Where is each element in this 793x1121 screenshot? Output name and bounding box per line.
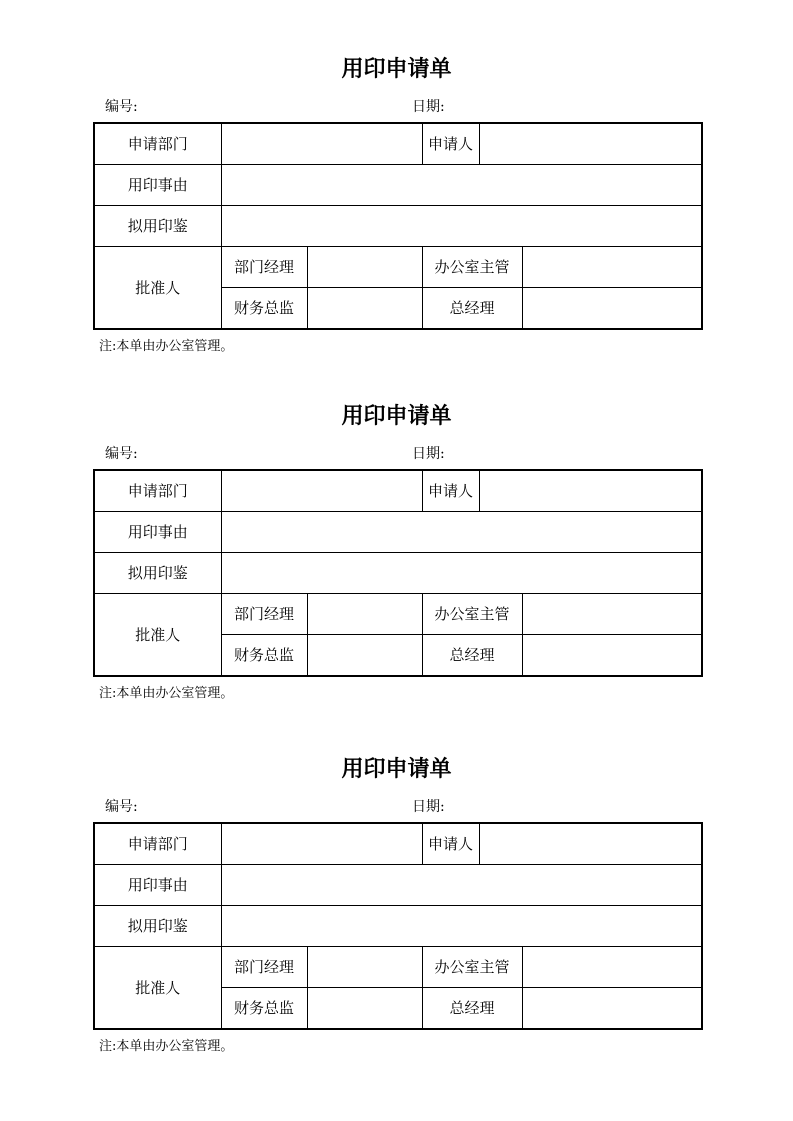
application-table xyxy=(93,122,703,330)
reason-field[interactable] xyxy=(221,512,702,553)
office-head-label: 办公室主管 xyxy=(422,594,522,635)
dept-manager-label: 部门经理 xyxy=(221,247,307,288)
applicant-label: 申请人 xyxy=(422,470,479,512)
general-manager-field[interactable] xyxy=(522,988,702,1030)
applicant-label: 申请人 xyxy=(422,823,479,865)
dept-manager-label: 部门经理 xyxy=(221,594,307,635)
approver-label: 批准人 xyxy=(94,947,221,1030)
number-label: 编号: xyxy=(105,99,138,115)
seal-label: 拟用印鉴 xyxy=(94,906,221,947)
dept-label: 申请部门 xyxy=(94,823,221,865)
number-label: 编号: xyxy=(105,799,138,815)
application-table xyxy=(93,822,703,1030)
dept-manager-field[interactable] xyxy=(307,247,422,288)
form-title: 用印申请单 xyxy=(341,404,452,429)
table-row xyxy=(94,906,702,947)
finance-director-label: 财务总监 xyxy=(221,288,307,330)
number-label: 编号: xyxy=(105,446,138,462)
general-manager-label: 总经理 xyxy=(422,988,522,1030)
finance-director-field[interactable] xyxy=(307,635,422,677)
reason-label: 用印事由 xyxy=(94,512,221,553)
date-label: 日期: xyxy=(412,446,445,462)
table-row xyxy=(94,165,702,206)
applicant-field[interactable] xyxy=(479,123,702,165)
reason-label: 用印事由 xyxy=(94,865,221,906)
seal-field[interactable] xyxy=(221,906,702,947)
office-head-field[interactable] xyxy=(522,247,702,288)
table-row xyxy=(94,512,702,553)
form-meta xyxy=(0,444,793,464)
office-head-label: 办公室主管 xyxy=(422,247,522,288)
dept-field[interactable] xyxy=(221,470,422,512)
reason-field[interactable] xyxy=(221,165,702,206)
dept-field[interactable] xyxy=(221,823,422,865)
dept-label: 申请部门 xyxy=(94,123,221,165)
date-label: 日期: xyxy=(412,799,445,815)
table-row xyxy=(94,553,702,594)
date-label: 日期: xyxy=(412,99,445,115)
general-manager-field[interactable] xyxy=(522,635,702,677)
seal-label: 拟用印鉴 xyxy=(94,206,221,247)
general-manager-label: 总经理 xyxy=(422,635,522,677)
finance-director-label: 财务总监 xyxy=(221,635,307,677)
reason-label: 用印事由 xyxy=(94,165,221,206)
dept-manager-field[interactable] xyxy=(307,947,422,988)
form-note: 注:本单由办公室管理。 xyxy=(99,1039,234,1054)
general-manager-label: 总经理 xyxy=(422,288,522,330)
table-row xyxy=(94,247,702,288)
reason-field[interactable] xyxy=(221,865,702,906)
seal-field[interactable] xyxy=(221,553,702,594)
office-head-field[interactable] xyxy=(522,947,702,988)
form-title: 用印申请单 xyxy=(341,57,452,82)
office-head-field[interactable] xyxy=(522,594,702,635)
seal-field[interactable] xyxy=(221,206,702,247)
finance-director-field[interactable] xyxy=(307,988,422,1030)
table-row xyxy=(94,123,702,165)
dept-manager-label: 部门经理 xyxy=(221,947,307,988)
finance-director-label: 财务总监 xyxy=(221,988,307,1030)
form-meta xyxy=(0,797,793,817)
table-row xyxy=(94,865,702,906)
dept-label: 申请部门 xyxy=(94,470,221,512)
applicant-field[interactable] xyxy=(479,823,702,865)
table-row xyxy=(94,947,702,988)
approver-label: 批准人 xyxy=(94,594,221,677)
applicant-label: 申请人 xyxy=(422,123,479,165)
approver-label: 批准人 xyxy=(94,247,221,330)
table-row xyxy=(94,470,702,512)
table-row xyxy=(94,206,702,247)
dept-field[interactable] xyxy=(221,123,422,165)
finance-director-field[interactable] xyxy=(307,288,422,330)
form-note: 注:本单由办公室管理。 xyxy=(99,686,234,701)
applicant-field[interactable] xyxy=(479,470,702,512)
application-table xyxy=(93,469,703,677)
table-row xyxy=(94,823,702,865)
table-row xyxy=(94,594,702,635)
office-head-label: 办公室主管 xyxy=(422,947,522,988)
form-note: 注:本单由办公室管理。 xyxy=(99,339,234,354)
form-meta xyxy=(0,97,793,117)
general-manager-field[interactable] xyxy=(522,288,702,330)
form-title: 用印申请单 xyxy=(341,757,452,782)
seal-label: 拟用印鉴 xyxy=(94,553,221,594)
dept-manager-field[interactable] xyxy=(307,594,422,635)
